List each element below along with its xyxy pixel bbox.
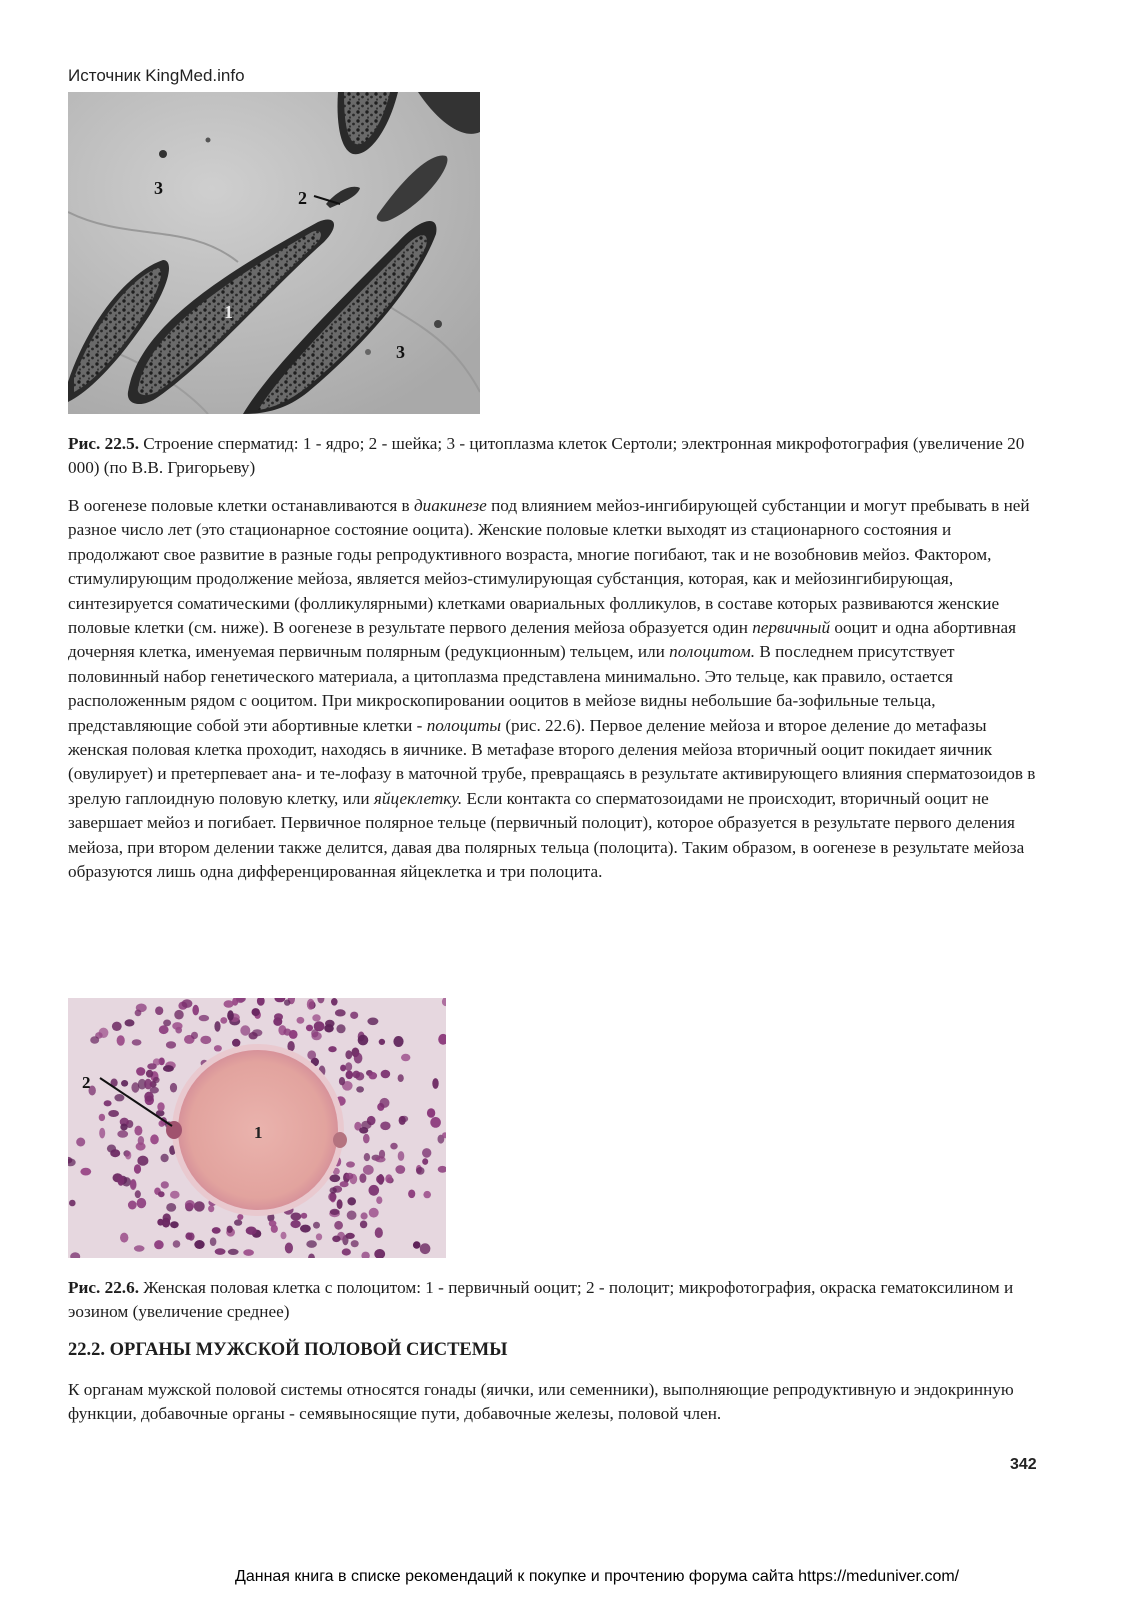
figure-1-caption-text: Строение сперматид: 1 - ядро; 2 - шейка; 3 - цитоплазма клеток Сертоли; электронная микрофотография (увеличение 20 000) (по В.В. Григорьеву)	[68, 434, 1025, 477]
paragraph-oogenesis	[68, 494, 1043, 885]
term-polocytes: полоциты	[426, 715, 502, 735]
label-cytoplasm-a: 3	[154, 178, 163, 198]
figure-2-caption-label: Рис. 22.6.	[68, 1278, 139, 1297]
spermatid-micrograph	[68, 92, 480, 414]
paragraph-male-organs: К органам мужской половой системы относятся гонады (яички, или семенники), выполняющие репродуктивную и эндокринную функции, добавочные органы - семявыносящие пути, добавочные железы, половой член.	[68, 1380, 1014, 1424]
term-diakinesis: диакинезе	[413, 496, 487, 515]
term-polocyte: полоцитом.	[669, 642, 756, 662]
oocyte-micrograph	[68, 998, 446, 1258]
footer-note: Данная книга в списке рекомендаций к покупке и прочтению форума сайта https://meduniver.com/	[235, 1568, 960, 1585]
label-nucleus: 1	[224, 302, 233, 322]
paragraph-1-part-1: В оогенезе половые клетки останавливаются в	[68, 496, 414, 515]
figure-2-caption	[68, 1276, 1043, 1324]
paragraph-1-part-3: ооцит и одна абортивная дочерняя клетка, именуемая первичным полярным (редукционным) тельцем, или	[68, 618, 1017, 662]
label-polocyte: 2	[82, 1073, 91, 1092]
section-heading: 22.2. ОРГАНЫ МУЖСКОЙ ПОЛОВОЙ СИСТЕМЫ	[68, 1340, 508, 1360]
label-neck: 2	[298, 188, 307, 208]
source-label: Источник KingMed.info	[68, 66, 245, 85]
term-primary: первичный	[752, 618, 831, 638]
term-egg-cell: яйцеклетку.	[373, 788, 463, 808]
page-number: 342	[1010, 1456, 1037, 1473]
figure-1-caption	[68, 432, 1043, 480]
figure-2-caption-text: Женская половая клетка с полоцитом: 1 - первичный ооцит; 2 - полоцит; микрофотография, окраска гематоксилином и эозином (увеличение среднее)	[68, 1278, 1014, 1321]
paragraph-1-part-6: Если контакта со сперматозоидами не происходит, вторичный ооцит не завершает мейоз и погибает. Первичное полярное тельце (первичный полоцит), которое образуется в результате первого деления мейоза, при втором делении также делится, давая два полярных тельца (полоцита). Таким образом, в оогенезе в результате мейоза образуются лишь одна дифференцированная яйцеклетка и три полоцита.	[68, 788, 1025, 882]
label-oocyte: 1	[254, 1123, 263, 1142]
figure-1-caption-label: Рис. 22.5.	[68, 434, 139, 453]
paragraph-1-part-2: под влиянием мейоз-ингибирующей субстанции и могут пребывать в ней разное число лет (это стационарное состояние ооцита). Женские половые клетки выходят из стационарного состояния и продолжают свое развитие в разные годы репродуктивного возраста, многие погибают, так и не возобновив мейоз. Фактором, стимулирующим продолжение мейоза, является мейоз-стимулирующая субстанция, которая, как и мейозингибирующая, синтезируется соматическими (фолликулярными) клетками овариальных фолликулов, в составе которых развиваются женские половые клетки (см. ниже). В оогенезе в результате первого деления мейоза образуется один	[68, 496, 1030, 638]
paragraph-1-part-5: (рис. 22.6). Первое деление мейоза и второе деление до метафазы женская половая клетка проходит, находясь в яичнике. В метафазе второго деления мейоза вторичный ооцит покидает яичник (овулирует) и претерпевает ана- и те-лофазу в маточной трубе, превращаясь в результате активирующего влияния сперматозоидов в зрелую гаплоидную половую клетку, или	[68, 715, 1036, 808]
paragraph-1-part-4: В последнем присутствует половинный набор генетического материала, а цитоплазма представлена минимально. Это тельце, как правило, остается расположенным рядом с ооцитом. При микроскопировании ооцитов в мейозе видны небольшие ба-зофильные тельца, представляющие собой эти абортивные клетки -	[68, 642, 955, 735]
label-cytoplasm-b: 3	[396, 342, 405, 362]
